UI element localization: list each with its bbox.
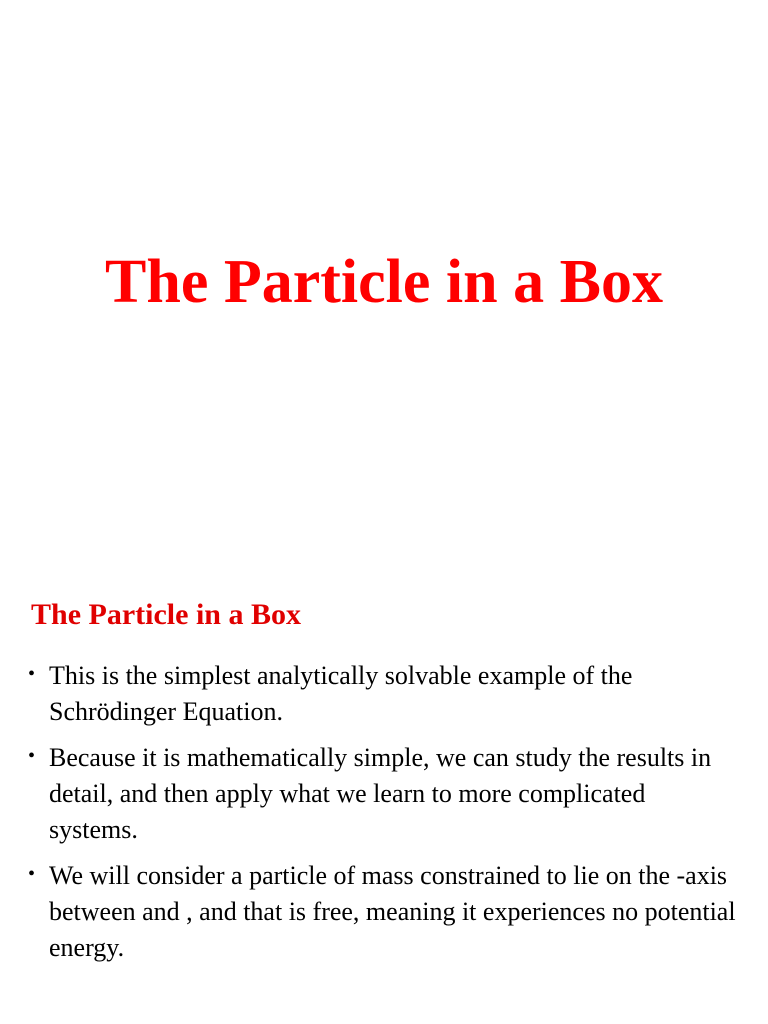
bullet-text: Because it is mathematically simple, we can study the results in detail, and then apply what we learn to more complicated systems.	[49, 743, 712, 844]
bullet-list	[28, 658, 738, 976]
slide-title: The Particle in a Box	[105, 248, 663, 316]
content-slide	[0, 576, 768, 1024]
bullet-marker: •	[28, 863, 36, 885]
bullet-text: This is the simplest analytically solvable example of the Schrödinger Equation.	[49, 661, 633, 726]
bullet-text: We will consider a particle of mass constrained to lie on the -axis between and , and that is free, meaning it experiences no potential energy.	[49, 861, 736, 962]
bullet-marker: •	[28, 663, 36, 685]
slide-heading: The Particle in a Box	[31, 598, 301, 631]
bullet-item	[28, 858, 738, 966]
bullet-item	[28, 740, 738, 848]
bullet-marker: •	[28, 745, 36, 767]
bullet-item	[28, 658, 738, 730]
